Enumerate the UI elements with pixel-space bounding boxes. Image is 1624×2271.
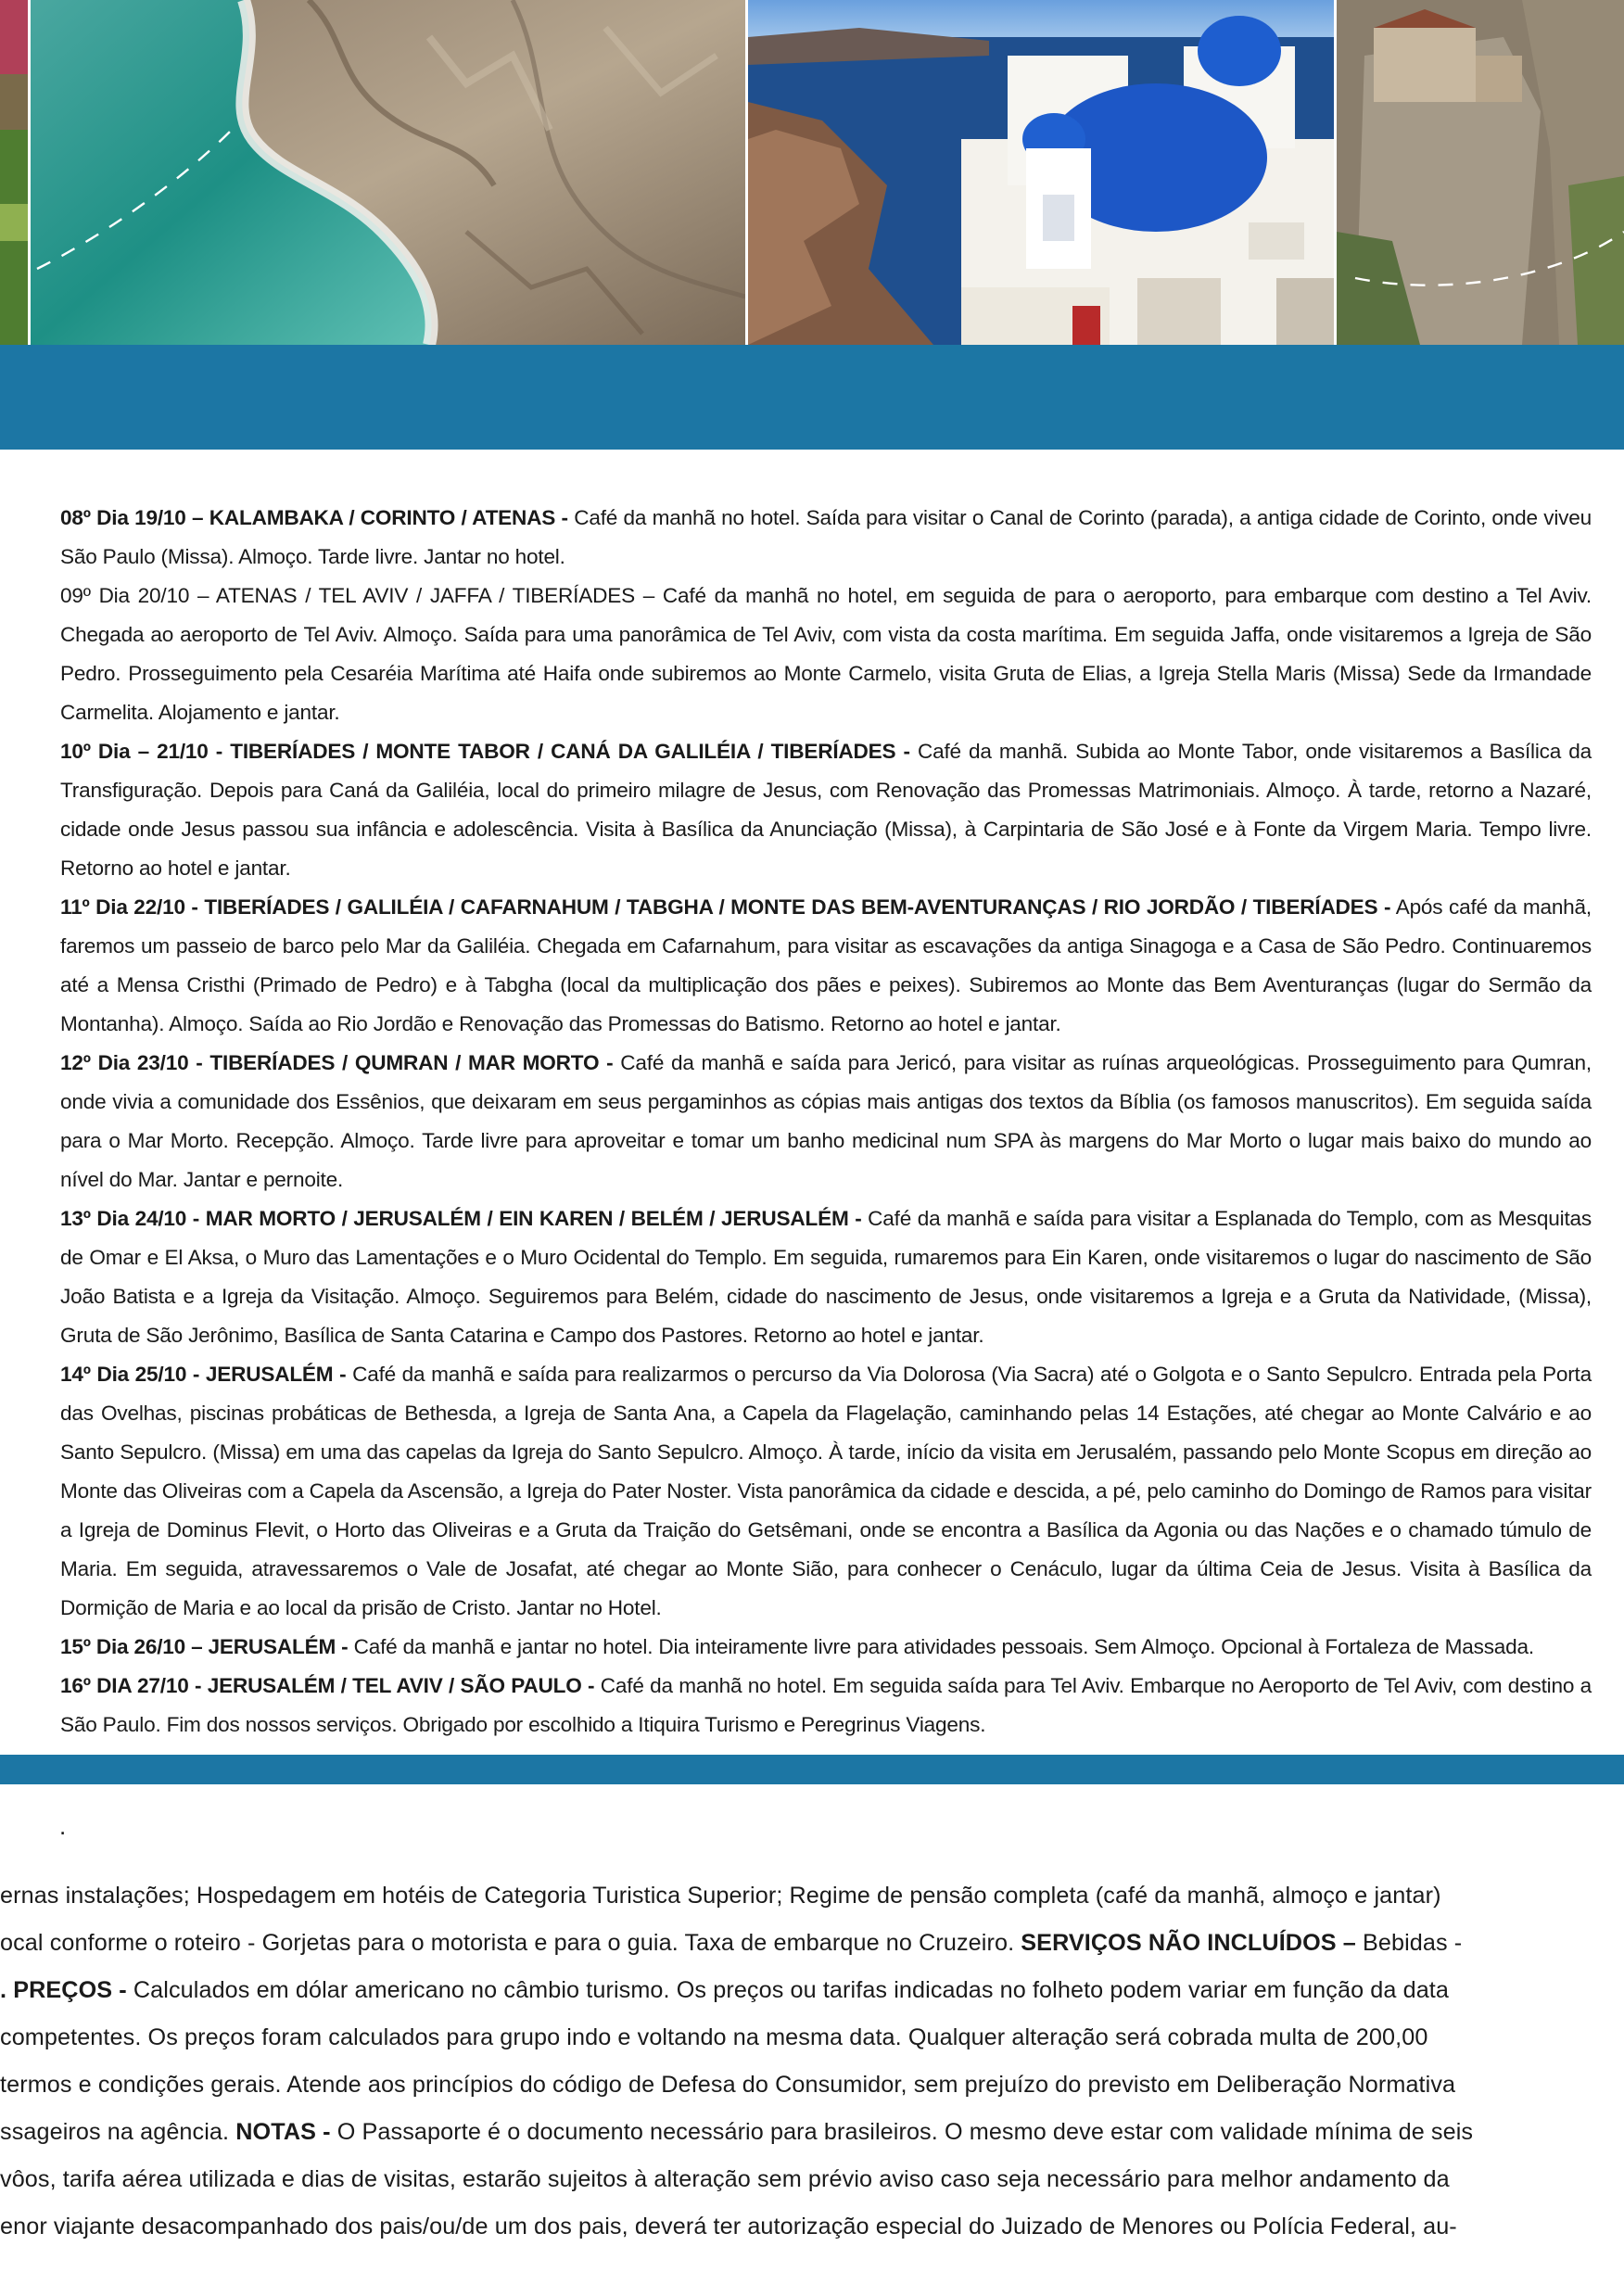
itinerary-day-16 [60, 1667, 1592, 1744]
santorini-photo [748, 0, 1334, 345]
notes-heading: NOTAS - [235, 2119, 331, 2145]
itinerary-day-09 [60, 577, 1592, 732]
coastline-photo [31, 0, 745, 345]
conditions-text-run: Bebidas - [1355, 1930, 1463, 1956]
day-heading: 14º Dia 25/10 - JERUSALÉM - [60, 1363, 347, 1386]
conditions-text-run: ssageiros na agência. [0, 2119, 236, 2145]
conditions-line: termos e condições gerais. Atende aos princípios do código de Defesa do Consumidor, sem prejuízo do previsto em Deliberação Normativa [0, 2072, 1456, 2098]
conditions-text-run: Calculados em dólar americano no câmbio turismo. Os preços ou tarifas indicadas no folheto podem variar em função da data [126, 1977, 1450, 2003]
itinerary-day-13 [60, 1199, 1592, 1355]
conditions-line [0, 2116, 1473, 2148]
day-heading: 13º Dia 24/10 - MAR MORTO / JERUSALÉM / EIN KAREN / BELÉM / JERUSALÉM - [60, 1207, 862, 1230]
services-not-included-heading: SERVIÇOS NÃO INCLUÍDOS – [1021, 1930, 1356, 1956]
conditions-line: ernas instalações; Hospedagem em hotéis de Categoria Turistica Superior; Regime de pensão completa (café da manhã, almoço e jantar) [0, 1883, 1441, 1909]
day-description: Café da manhã e saída para Jericó, para visitar as ruínas arqueológicas. Prosseguimento para Qumran, onde vivia a comunidade dos Essênios, que deixaram em seus pergaminhos as cópias mais antigas dos textos da Bíblia (os famosos manuscritos). Em seguida saída para o Mar Morto. Recepção. Almoço. Tarde livre para aproveitar e tomar um banho medicinal num SPA às margens do Mar Morto o lugar mais baixo do mundo ao nível do Mar. Jantar e pernoite. [60, 1051, 1592, 1191]
prices-heading: . PREÇOS - [0, 1977, 127, 2003]
itinerary-day-08 [60, 499, 1592, 577]
conditions-text-run: ocal conforme o roteiro - Gorjetas para o motorista e para o guia. Taxa de embarque no Cruzeiro. [0, 1930, 1021, 1956]
itinerary-day-14 [60, 1355, 1592, 1628]
header-color-bar [0, 345, 1624, 450]
day-heading: 08º Dia 19/10 – KALAMBAKA / CORINTO / ATENAS - [60, 506, 568, 529]
day-heading: 12º Dia 23/10 - TIBERÍADES / QUMRAN / MAR MORTO - [60, 1051, 614, 1074]
day-heading: 16º DIA 27/10 - JERUSALÉM / TEL AVIV / SÃO PAULO - [60, 1674, 595, 1697]
day-heading: 11º Dia 22/10 - TIBERÍADES / GALILÉIA / CAFARNAHUM / TABGHA / MONTE DAS BEM-AVENTURANÇAS / RIO JORDÃO / TIBERÍADES - [60, 895, 1391, 919]
day-heading: 10º Dia – 21/10 - TIBERÍADES / MONTE TABOR / CANÁ DA GALILÉIA / TIBERÍADES - [60, 740, 910, 763]
itinerary-day-12 [60, 1044, 1592, 1199]
itinerary-day-15 [60, 1628, 1592, 1667]
conditions-text-run: O Passaporte é o documento necessário para brasileiros. O mesmo deve estar com validade mínima de seis [330, 2119, 1474, 2145]
conditions-line [0, 1974, 1449, 2006]
day-description: Café da manhã e jantar no hotel. Dia inteiramente livre para atividades pessoais. Sem Almoço. Opcional à Fortaleza de Massada. [348, 1635, 1534, 1658]
day-description: Café da manhã no hotel, em seguida de para o aeroporto, para embarque com destino a Tel Aviv. Chegada ao aeroporto de Tel Aviv. Almoço. Saída para uma panorâmica de Tel Aviv, com vista da costa marítima. Em seguida Jaffa, onde visitaremos a Igreja de São Pedro. Prosseguimento pela Cesaréia Marítima até Haifa onde subiremos ao Monte Carmelo, visita Gruta de Elias, a Igreja Stella Maris (Missa) Sede da Irmandade Carmelita. Alojamento e jantar. [60, 584, 1592, 724]
day-description: Após café da manhã, faremos um passeio de barco pelo Mar da Galiléia. Chegada em Cafarnahum, para visitar as escavações da antiga Sinagoga e a Casa de São Pedro. Continuaremos até a Mensa Cristhi (Primado de Pedro) e à Tabgha (local da multiplicação dos pães e peixes). Subiremos ao Monte das Bem Aventuranças (lugar do Sermão da Montanha). Almoço. Saída ao Rio Jordão e Renovação das Promessas do Batismo. Retorno ao hotel e jantar. [60, 895, 1592, 1035]
day-description: Café da manhã no hotel. Em seguida saída para Tel Aviv. Embarque no Aeroporto de Tel Aviv, com destino a São Paulo. Fim dos nossos serviços. Obrigado por escolhido a Itiquira Turismo e Peregrinus Viagens. [60, 1674, 1592, 1736]
conditions-line [0, 1927, 1462, 1959]
conditions-line: enor viajante desacompanhado dos pais/ou/de um dos pais, deverá ter autorização especial do Juizado de Menores ou Polícia Federal, au- [0, 2214, 1457, 2239]
separator-dot: . [59, 1812, 67, 1840]
itinerary-day-11 [60, 888, 1592, 1044]
day-heading: 09º Dia 20/10 – ATENAS / TEL AVIV / JAFFA / TIBERÍADES – [60, 584, 655, 607]
day-description: Café da manhã e saída para visitar a Esplanada do Templo, com as Mesquitas de Omar e El Aksa, o Muro das Lamentações e o Muro Ocidental do Templo. Em seguida, rumaremos para Ein Karen, onde visitaremos o lugar do nascimento de São João Batista e a Igreja da Visitação. Almoço. Seguiremos para Belém, cidade do nascimento de Jesus, onde visitaremos a Igreja e a Gruta da Natividade, (Missa), Gruta de São Jerônimo, Basílica de Santa Catarina e Campo dos Pastores. Retorno ao hotel e jantar. [60, 1207, 1592, 1347]
day-description: Café da manhã. Subida ao Monte Tabor, onde visitaremos a Basílica da Transfiguração. Depois para Caná da Galiléia, local do primeiro milagre de Jesus, com Renovação das Promessas Matrimoniais. Almoço. À tarde, retorno a Nazaré, cidade onde Jesus passou sua infância e adolescência. Visita à Basílica da Anunciação (Missa), à Carpintaria de São José e à Fonte da Virgem Maria. Tempo livre. Retorno ao hotel e jantar. [60, 740, 1592, 880]
photo-banner [0, 0, 1624, 345]
meteora-photo [1337, 0, 1624, 345]
conditions-line: competentes. Os preços foram calculados para grupo indo e voltando na mesma data. Qualquer alteração será cobrada multa de 200,00 [0, 2024, 1428, 2050]
vineyard-photo [0, 0, 28, 345]
itinerary-text [60, 499, 1592, 1744]
day-description: Café da manhã e saída para realizarmos o percurso da Via Dolorosa (Via Sacra) até o Golgota e o Santo Sepulcro. Entrada pela Porta das Ovelhas, piscinas probáticas de Bethesda, a Igreja de Santa Ana, a Capela da Flagelação, caminhando pelas 14 Estações, até chegar ao Monte Calvário e ao Santo Sepulcro. (Missa) em uma das capelas da Igreja do Santo Sepulcro. Almoço. À tarde, início da visita em Jerusalém, passando pelo Monte Scopus em direção ao Monte das Oliveiras com a Capela da Ascensão, a Igreja do Pater Noster. Vista panorâmica da cidade e descida, a pé, pelo caminho do Domingo de Ramos para visitar a Igreja de Dominus Flevit, o Horto das Oliveiras e a Gruta da Traição do Getsêmani, onde se encontra a Basílica da Agonia ou das Nações e o chamado túmulo de Maria. Em seguida, atravessaremos o Vale de Josafat, até chegar ao Monte Sião, para conhecer o Cenáculo, lugar da última Ceia de Jesus. Visita à Basílica da Dormição de Maria e ao local da prisão de Cristo. Jantar no Hotel. [60, 1363, 1592, 1619]
day-heading: 15º Dia 26/10 – JERUSALÉM - [60, 1635, 349, 1658]
day-description: Café da manhã no hotel. Saída para visitar o Canal de Corinto (parada), a antiga cidade de Corinto, onde viveu São Paulo (Missa). Almoço. Tarde livre. Jantar no hotel. [60, 506, 1592, 568]
conditions-line: vôos, tarifa aérea utilizada e dias de visitas, estarão sujeitos à alteração sem prévio aviso caso seja necessário para melhor andamento da [0, 2166, 1450, 2192]
itinerary-day-10 [60, 732, 1592, 888]
section-divider-bar [0, 1755, 1624, 1784]
